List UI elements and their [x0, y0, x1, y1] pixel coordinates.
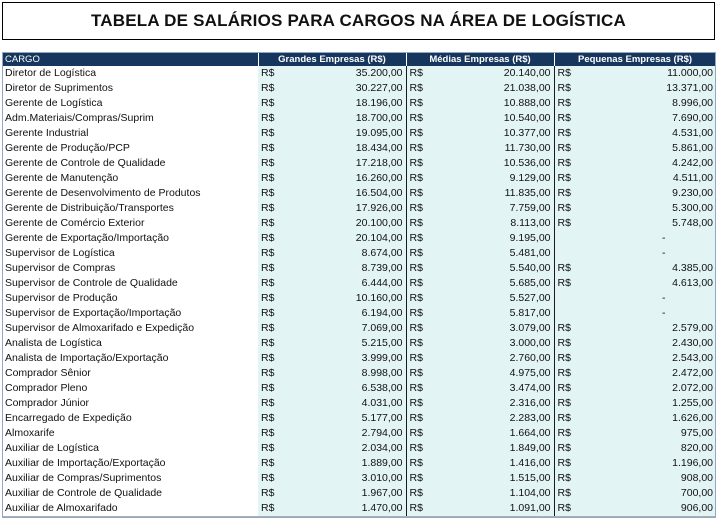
- salary-table: [2, 52, 717, 517]
- cell-medias[interactable]: 10.888,00: [436, 96, 554, 111]
- table-row: [2, 306, 716, 321]
- cell-currency-medias[interactable]: R$: [406, 126, 436, 141]
- cell-pequenas[interactable]: 2.472,00: [584, 366, 716, 381]
- cell-currency-grandes[interactable]: R$: [258, 396, 288, 411]
- cell-currency-medias[interactable]: R$: [406, 246, 436, 261]
- cell-grandes[interactable]: 17.218,00: [288, 156, 406, 171]
- cell-currency-grandes[interactable]: R$: [258, 231, 288, 246]
- cell-currency-pequenas[interactable]: R$: [554, 66, 584, 81]
- cell-grandes[interactable]: 20.104,00: [288, 231, 406, 246]
- cell-grandes[interactable]: 18.196,00: [288, 96, 406, 111]
- cell-pequenas[interactable]: 4.613,00: [584, 276, 716, 291]
- cell-grandes[interactable]: 8.998,00: [288, 366, 406, 381]
- cell-currency-grandes[interactable]: R$: [258, 501, 288, 517]
- cell-currency-pequenas[interactable]: R$: [554, 141, 584, 156]
- cell-currency-grandes[interactable]: R$: [258, 216, 288, 231]
- cell-currency-grandes[interactable]: R$: [258, 411, 288, 426]
- cell-grandes[interactable]: 18.700,00: [288, 111, 406, 126]
- cell-grandes[interactable]: 2.794,00: [288, 426, 406, 441]
- table-row: [2, 276, 716, 291]
- table-row: [2, 246, 716, 261]
- table-row: [2, 156, 716, 171]
- cell-grandes[interactable]: 30.227,00: [288, 81, 406, 96]
- cell-medias[interactable]: 3.000,00: [436, 336, 554, 351]
- cell-currency-medias[interactable]: R$: [406, 276, 436, 291]
- cell-grandes[interactable]: 5.177,00: [288, 411, 406, 426]
- cell-currency-pequenas[interactable]: R$: [554, 396, 584, 411]
- cell-currency-pequenas[interactable]: R$: [554, 126, 584, 141]
- cell-pequenas[interactable]: 975,00: [584, 426, 716, 441]
- cell-grandes[interactable]: 1.889,00: [288, 456, 406, 471]
- cell-cargo[interactable]: Gerente Industrial: [2, 126, 258, 141]
- table-row: [2, 456, 716, 471]
- cell-pequenas[interactable]: 1.626,00: [584, 411, 716, 426]
- cell-medias[interactable]: 1.664,00: [436, 426, 554, 441]
- cell-cargo[interactable]: Supervisor de Compras: [2, 261, 258, 276]
- cell-currency-grandes[interactable]: R$: [258, 261, 288, 276]
- cell-pequenas[interactable]: 2.579,00: [584, 321, 716, 336]
- header-cargo[interactable]: CARGO: [2, 52, 258, 66]
- cell-medias[interactable]: 10.540,00: [436, 111, 554, 126]
- cell-currency-medias[interactable]: R$: [406, 396, 436, 411]
- table-row: [2, 141, 716, 156]
- cell-grandes[interactable]: 16.260,00: [288, 171, 406, 186]
- cell-pequenas[interactable]: 4.385,00: [584, 261, 716, 276]
- cell-currency-medias[interactable]: R$: [406, 426, 436, 441]
- cell-pequenas[interactable]: 1.196,00: [584, 456, 716, 471]
- cell-grandes[interactable]: 1.967,00: [288, 486, 406, 501]
- table-row: [2, 381, 716, 396]
- cell-pequenas[interactable]: 11.000,00: [584, 66, 716, 81]
- cell-pequenas[interactable]: 7.690,00: [584, 111, 716, 126]
- table-row: [2, 291, 716, 306]
- cell-cargo[interactable]: Encarregado de Expedição: [2, 411, 258, 426]
- cell-cargo[interactable]: Analista de Importação/Exportação: [2, 351, 258, 366]
- cell-cargo[interactable]: Adm.Materiais/Compras/Suprim: [2, 111, 258, 126]
- cell-currency-grandes[interactable]: R$: [258, 306, 288, 321]
- cell-cargo[interactable]: Analista de Logística: [2, 336, 258, 351]
- table-row: [2, 66, 716, 81]
- cell-pequenas[interactable]: 2.543,00: [584, 351, 716, 366]
- cell-pequenas[interactable]: 700,00: [584, 486, 716, 501]
- cell-currency-medias[interactable]: R$: [406, 156, 436, 171]
- cell-cargo[interactable]: Supervisor de Controle de Qualidade: [2, 276, 258, 291]
- table-row: [2, 186, 716, 201]
- cell-currency-grandes[interactable]: R$: [258, 156, 288, 171]
- cell-currency-medias[interactable]: R$: [406, 201, 436, 216]
- cell-currency-pequenas[interactable]: R$: [554, 501, 584, 517]
- cell-cargo[interactable]: Comprador Sênior: [2, 366, 258, 381]
- cell-currency-pequenas[interactable]: R$: [554, 216, 584, 231]
- cell-pequenas[interactable]: -: [554, 306, 716, 321]
- cell-currency-grandes[interactable]: R$: [258, 321, 288, 336]
- table-row: [2, 501, 716, 517]
- cell-medias[interactable]: 1.849,00: [436, 441, 554, 456]
- cell-cargo[interactable]: Gerente de Controle de Qualidade: [2, 156, 258, 171]
- cell-pequenas[interactable]: 4.511,00: [584, 171, 716, 186]
- cell-cargo[interactable]: Gerente de Logística: [2, 96, 258, 111]
- cell-pequenas[interactable]: -: [554, 231, 716, 246]
- cell-pequenas[interactable]: 13.371,00: [584, 81, 716, 96]
- cell-currency-medias[interactable]: R$: [406, 96, 436, 111]
- cell-pequenas[interactable]: 2.430,00: [584, 336, 716, 351]
- cell-pequenas[interactable]: 908,00: [584, 471, 716, 486]
- cell-cargo[interactable]: Comprador Júnior: [2, 396, 258, 411]
- cell-medias[interactable]: 4.975,00: [436, 366, 554, 381]
- cell-grandes[interactable]: 18.434,00: [288, 141, 406, 156]
- cell-currency-grandes[interactable]: R$: [258, 291, 288, 306]
- table-row: [2, 351, 716, 366]
- table-row: [2, 426, 716, 441]
- cell-cargo[interactable]: Supervisor de Almoxarifado e Expedição: [2, 321, 258, 336]
- cell-pequenas[interactable]: 8.996,00: [584, 96, 716, 111]
- cell-medias[interactable]: 21.038,00: [436, 81, 554, 96]
- cell-currency-grandes[interactable]: R$: [258, 486, 288, 501]
- table-row: [2, 201, 716, 216]
- cell-currency-medias[interactable]: R$: [406, 216, 436, 231]
- header-grandes[interactable]: Grandes Empresas (R$): [258, 52, 406, 66]
- cell-currency-grandes[interactable]: R$: [258, 336, 288, 351]
- table-body: [2, 66, 716, 517]
- cell-cargo[interactable]: Gerente de Manutenção: [2, 171, 258, 186]
- cell-currency-medias[interactable]: R$: [406, 336, 436, 351]
- cell-currency-pequenas[interactable]: R$: [554, 471, 584, 486]
- cell-medias[interactable]: 3.474,00: [436, 381, 554, 396]
- cell-currency-medias[interactable]: R$: [406, 486, 436, 501]
- header-pequenas[interactable]: Pequenas Empresas (R$): [554, 52, 716, 66]
- cell-currency-medias[interactable]: R$: [406, 291, 436, 306]
- page-title: TABELA DE SALÁRIOS PARA CARGOS NA ÁREA DE LOGÍSTICA: [2, 2, 715, 40]
- cell-pequenas[interactable]: -: [554, 246, 716, 261]
- header-medias[interactable]: Médias Empresas (R$): [406, 52, 554, 66]
- cell-currency-grandes[interactable]: R$: [258, 141, 288, 156]
- cell-pequenas[interactable]: -: [554, 291, 716, 306]
- cell-currency-pequenas[interactable]: R$: [554, 486, 584, 501]
- cell-currency-medias[interactable]: R$: [406, 471, 436, 486]
- cell-currency-medias[interactable]: R$: [406, 441, 436, 456]
- cell-currency-grandes[interactable]: R$: [258, 126, 288, 141]
- cell-pequenas[interactable]: 1.255,00: [584, 396, 716, 411]
- cell-medias[interactable]: 10.536,00: [436, 156, 554, 171]
- cell-pequenas[interactable]: 4.531,00: [584, 126, 716, 141]
- cell-medias[interactable]: 5.817,00: [436, 306, 554, 321]
- cell-pequenas[interactable]: 9.230,00: [584, 186, 716, 201]
- cell-grandes[interactable]: 8.739,00: [288, 261, 406, 276]
- cell-grandes[interactable]: 17.926,00: [288, 201, 406, 216]
- cell-cargo[interactable]: Auxiliar de Logística: [2, 441, 258, 456]
- cell-medias[interactable]: 8.113,00: [436, 216, 554, 231]
- cell-currency-pequenas[interactable]: R$: [554, 111, 584, 126]
- cell-grandes[interactable]: 19.095,00: [288, 126, 406, 141]
- cell-grandes[interactable]: 2.034,00: [288, 441, 406, 456]
- cell-cargo[interactable]: Auxiliar de Controle de Qualidade: [2, 486, 258, 501]
- cell-grandes[interactable]: 7.069,00: [288, 321, 406, 336]
- cell-medias[interactable]: 20.140,00: [436, 66, 554, 81]
- cell-currency-grandes[interactable]: R$: [258, 96, 288, 111]
- cell-currency-pequenas[interactable]: R$: [554, 276, 584, 291]
- cell-currency-grandes[interactable]: R$: [258, 81, 288, 96]
- table-row: [2, 396, 716, 411]
- cell-grandes[interactable]: 1.470,00: [288, 501, 406, 517]
- cell-pequenas[interactable]: 5.748,00: [584, 216, 716, 231]
- table-row: [2, 96, 716, 111]
- cell-medias[interactable]: 11.835,00: [436, 186, 554, 201]
- cell-medias[interactable]: 1.515,00: [436, 471, 554, 486]
- table-row: [2, 216, 716, 231]
- cell-currency-pequenas[interactable]: R$: [554, 96, 584, 111]
- cell-medias[interactable]: 5.527,00: [436, 291, 554, 306]
- table-row: [2, 231, 716, 246]
- table-row: [2, 411, 716, 426]
- cell-cargo[interactable]: Supervisor de Exportação/Importação: [2, 306, 258, 321]
- cell-currency-pequenas[interactable]: R$: [554, 201, 584, 216]
- cell-currency-pequenas[interactable]: R$: [554, 366, 584, 381]
- cell-medias[interactable]: 5.685,00: [436, 276, 554, 291]
- cell-currency-pequenas[interactable]: R$: [554, 186, 584, 201]
- cell-cargo[interactable]: Gerente de Desenvolvimento de Produtos: [2, 186, 258, 201]
- cell-pequenas[interactable]: 820,00: [584, 441, 716, 456]
- cell-currency-grandes[interactable]: R$: [258, 381, 288, 396]
- cell-currency-grandes[interactable]: R$: [258, 246, 288, 261]
- cell-grandes[interactable]: 6.444,00: [288, 276, 406, 291]
- cell-currency-pequenas[interactable]: R$: [554, 171, 584, 186]
- cell-currency-grandes[interactable]: R$: [258, 276, 288, 291]
- cell-currency-medias[interactable]: R$: [406, 366, 436, 381]
- table-row: [2, 471, 716, 486]
- cell-currency-pequenas[interactable]: R$: [554, 261, 584, 276]
- cell-currency-pequenas[interactable]: R$: [554, 441, 584, 456]
- table-row: [2, 126, 716, 141]
- cell-currency-medias[interactable]: R$: [406, 186, 436, 201]
- cell-medias[interactable]: 9.129,00: [436, 171, 554, 186]
- cell-grandes[interactable]: 4.031,00: [288, 396, 406, 411]
- cell-currency-medias[interactable]: R$: [406, 501, 436, 517]
- cell-grandes[interactable]: 3.999,00: [288, 351, 406, 366]
- cell-grandes[interactable]: 5.215,00: [288, 336, 406, 351]
- cell-medias[interactable]: 1.416,00: [436, 456, 554, 471]
- cell-medias[interactable]: 5.481,00: [436, 246, 554, 261]
- cell-currency-grandes[interactable]: R$: [258, 456, 288, 471]
- table-row: [2, 321, 716, 336]
- cell-currency-medias[interactable]: R$: [406, 141, 436, 156]
- cell-medias[interactable]: 3.079,00: [436, 321, 554, 336]
- cell-cargo[interactable]: Comprador Pleno: [2, 381, 258, 396]
- cell-currency-grandes[interactable]: R$: [258, 186, 288, 201]
- cell-pequenas[interactable]: 906,00: [584, 501, 716, 517]
- cell-currency-grandes[interactable]: R$: [258, 111, 288, 126]
- cell-currency-pequenas[interactable]: R$: [554, 156, 584, 171]
- cell-medias[interactable]: 1.091,00: [436, 501, 554, 517]
- cell-currency-grandes[interactable]: R$: [258, 171, 288, 186]
- table-row: [2, 111, 716, 126]
- table-row: [2, 81, 716, 96]
- table-row: [2, 261, 716, 276]
- cell-medias[interactable]: 9.195,00: [436, 231, 554, 246]
- table-row: [2, 486, 716, 501]
- table-row: [2, 171, 716, 186]
- cell-cargo[interactable]: Supervisor de Produção: [2, 291, 258, 306]
- cell-cargo[interactable]: Diretor de Logística: [2, 66, 258, 81]
- cell-pequenas[interactable]: 2.072,00: [584, 381, 716, 396]
- cell-medias[interactable]: 2.760,00: [436, 351, 554, 366]
- cell-medias[interactable]: 2.283,00: [436, 411, 554, 426]
- cell-currency-grandes[interactable]: R$: [258, 426, 288, 441]
- cell-currency-medias[interactable]: R$: [406, 261, 436, 276]
- cell-currency-medias[interactable]: R$: [406, 111, 436, 126]
- cell-cargo[interactable]: Auxiliar de Compras/Suprimentos: [2, 471, 258, 486]
- cell-currency-grandes[interactable]: R$: [258, 471, 288, 486]
- cell-pequenas[interactable]: 4.242,00: [584, 156, 716, 171]
- cell-grandes[interactable]: 6.538,00: [288, 381, 406, 396]
- cell-currency-pequenas[interactable]: R$: [554, 351, 584, 366]
- cell-currency-grandes[interactable]: R$: [258, 366, 288, 381]
- cell-currency-pequenas[interactable]: R$: [554, 381, 584, 396]
- cell-currency-pequenas[interactable]: R$: [554, 321, 584, 336]
- cell-cargo[interactable]: Supervisor de Logística: [2, 246, 258, 261]
- cell-cargo[interactable]: Gerente de Produção/PCP: [2, 141, 258, 156]
- cell-currency-medias[interactable]: R$: [406, 66, 436, 81]
- cell-currency-medias[interactable]: R$: [406, 321, 436, 336]
- cell-currency-grandes[interactable]: R$: [258, 351, 288, 366]
- cell-currency-grandes[interactable]: R$: [258, 201, 288, 216]
- cell-cargo[interactable]: Gerente de Comércio Exterior: [2, 216, 258, 231]
- cell-grandes[interactable]: 10.160,00: [288, 291, 406, 306]
- cell-cargo[interactable]: Almoxarife: [2, 426, 258, 441]
- cell-currency-pequenas[interactable]: R$: [554, 426, 584, 441]
- cell-currency-pequenas[interactable]: R$: [554, 411, 584, 426]
- cell-currency-pequenas[interactable]: R$: [554, 456, 584, 471]
- cell-medias[interactable]: 10.377,00: [436, 126, 554, 141]
- table-row: [2, 336, 716, 351]
- cell-cargo[interactable]: Auxiliar de Importação/Exportação: [2, 456, 258, 471]
- cell-currency-grandes[interactable]: R$: [258, 441, 288, 456]
- cell-currency-medias[interactable]: R$: [406, 231, 436, 246]
- cell-currency-medias[interactable]: R$: [406, 381, 436, 396]
- cell-medias[interactable]: 1.104,00: [436, 486, 554, 501]
- cell-grandes[interactable]: 3.010,00: [288, 471, 406, 486]
- cell-currency-medias[interactable]: R$: [406, 456, 436, 471]
- cell-currency-medias[interactable]: R$: [406, 81, 436, 96]
- cell-cargo[interactable]: Gerente de Exportação/Importação: [2, 231, 258, 246]
- cell-cargo[interactable]: Diretor de Suprimentos: [2, 81, 258, 96]
- cell-medias[interactable]: 7.759,00: [436, 201, 554, 216]
- cell-grandes[interactable]: 20.100,00: [288, 216, 406, 231]
- cell-currency-medias[interactable]: R$: [406, 351, 436, 366]
- cell-currency-pequenas[interactable]: R$: [554, 336, 584, 351]
- cell-cargo[interactable]: Auxiliar de Almoxarifado: [2, 501, 258, 517]
- cell-currency-medias[interactable]: R$: [406, 411, 436, 426]
- cell-medias[interactable]: 2.316,00: [436, 396, 554, 411]
- cell-cargo[interactable]: Gerente de Distribuição/Transportes: [2, 201, 258, 216]
- table-row: [2, 441, 716, 456]
- cell-medias[interactable]: 11.730,00: [436, 141, 554, 156]
- cell-currency-medias[interactable]: R$: [406, 306, 436, 321]
- cell-grandes[interactable]: 16.504,00: [288, 186, 406, 201]
- table-header-row: [2, 52, 716, 66]
- cell-grandes[interactable]: 35.200,00: [288, 66, 406, 81]
- cell-grandes[interactable]: 6.194,00: [288, 306, 406, 321]
- cell-pequenas[interactable]: 5.300,00: [584, 201, 716, 216]
- table-row: [2, 366, 716, 381]
- cell-currency-pequenas[interactable]: R$: [554, 81, 584, 96]
- cell-pequenas[interactable]: 5.861,00: [584, 141, 716, 156]
- cell-medias[interactable]: 5.540,00: [436, 261, 554, 276]
- cell-currency-grandes[interactable]: R$: [258, 66, 288, 81]
- cell-currency-medias[interactable]: R$: [406, 171, 436, 186]
- cell-grandes[interactable]: 8.674,00: [288, 246, 406, 261]
